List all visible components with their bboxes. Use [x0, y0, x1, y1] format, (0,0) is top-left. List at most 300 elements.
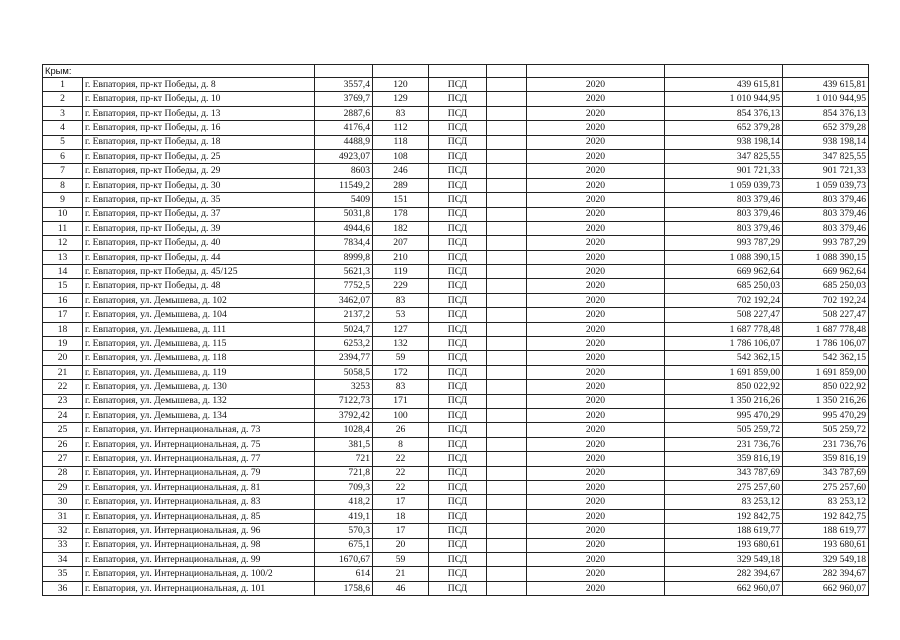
work-type-cell: ПСД [429, 581, 487, 595]
work-type-cell: ПСД [429, 423, 487, 437]
area-cell: 8603 [315, 164, 373, 178]
total-cost-cell: 343 787,69 [783, 466, 869, 480]
residents-cell: 182 [373, 221, 429, 235]
residents-cell: 83 [373, 380, 429, 394]
work-type-cell: ПСД [429, 250, 487, 264]
work-type-cell: ПСД [429, 265, 487, 279]
address-cell: г. Евпатория, пр-кт Победы, д. 10 [83, 92, 315, 106]
residents-cell: 83 [373, 106, 429, 120]
row-number: 29 [43, 480, 83, 494]
cost-cell: 343 787,69 [665, 466, 783, 480]
table-row [43, 121, 869, 135]
cost-cell: 1 059 039,73 [665, 178, 783, 192]
empty-cell [487, 221, 527, 235]
empty-cell [487, 495, 527, 509]
address-cell: г. Евпатория, пр-кт Победы, д. 48 [83, 279, 315, 293]
residents-cell: 246 [373, 164, 429, 178]
work-type-cell: ПСД [429, 524, 487, 538]
year-cell: 2020 [527, 78, 665, 92]
work-type-cell: ПСД [429, 308, 487, 322]
empty-cell [487, 380, 527, 394]
empty-cell [487, 106, 527, 120]
table-row [43, 221, 869, 235]
year-cell: 2020 [527, 538, 665, 552]
total-cost-cell: 803 379,46 [783, 207, 869, 221]
year-cell: 2020 [527, 351, 665, 365]
residents-cell: 171 [373, 394, 429, 408]
cost-cell: 359 816,19 [665, 452, 783, 466]
table-row [43, 552, 869, 566]
row-number: 16 [43, 293, 83, 307]
cost-cell: 542 362,15 [665, 351, 783, 365]
address-cell: г. Евпатория, пр-кт Победы, д. 13 [83, 106, 315, 120]
table-row [43, 106, 869, 120]
cost-cell: 938 198,14 [665, 135, 783, 149]
cost-cell: 854 376,13 [665, 106, 783, 120]
address-cell: г. Евпатория, ул. Интернациональная, д. 100/2 [83, 567, 315, 581]
table-row [43, 164, 869, 178]
row-number: 25 [43, 423, 83, 437]
total-cost-cell: 329 549,18 [783, 552, 869, 566]
residents-cell: 120 [373, 78, 429, 92]
empty-cell [487, 423, 527, 437]
area-cell: 8999,8 [315, 250, 373, 264]
table-row [43, 567, 869, 581]
work-type-cell: ПСД [429, 452, 487, 466]
year-cell: 2020 [527, 552, 665, 566]
residents-cell: 59 [373, 351, 429, 365]
table-row [43, 265, 869, 279]
area-cell: 3769,7 [315, 92, 373, 106]
row-number: 7 [43, 164, 83, 178]
total-cost-cell: 1 691 859,00 [783, 365, 869, 379]
residents-cell: 100 [373, 408, 429, 422]
empty-cell [527, 65, 665, 78]
work-type-cell: ПСД [429, 337, 487, 351]
row-number: 28 [43, 466, 83, 480]
table-row [43, 322, 869, 336]
work-type-cell: ПСД [429, 351, 487, 365]
work-type-cell: ПСД [429, 380, 487, 394]
year-cell: 2020 [527, 221, 665, 235]
empty-cell [487, 250, 527, 264]
residents-cell: 22 [373, 452, 429, 466]
cost-cell: 685 250,03 [665, 279, 783, 293]
year-cell: 2020 [527, 509, 665, 523]
area-cell: 5409 [315, 193, 373, 207]
year-cell: 2020 [527, 581, 665, 595]
residents-cell: 17 [373, 524, 429, 538]
table-row [43, 293, 869, 307]
work-type-cell: ПСД [429, 236, 487, 250]
table-row [43, 135, 869, 149]
empty-cell [487, 538, 527, 552]
row-number: 3 [43, 106, 83, 120]
total-cost-cell: 508 227,47 [783, 308, 869, 322]
table-row [43, 337, 869, 351]
row-number: 1 [43, 78, 83, 92]
cost-cell: 505 259,72 [665, 423, 783, 437]
cost-cell: 1 088 390,15 [665, 250, 783, 264]
table-row [43, 495, 869, 509]
work-type-cell: ПСД [429, 552, 487, 566]
table-row [43, 380, 869, 394]
work-type-cell: ПСД [429, 322, 487, 336]
work-type-cell: ПСД [429, 279, 487, 293]
year-cell: 2020 [527, 164, 665, 178]
empty-cell [487, 265, 527, 279]
cost-cell: 275 257,60 [665, 480, 783, 494]
cost-cell: 439 615,81 [665, 78, 783, 92]
row-number: 9 [43, 193, 83, 207]
work-type-cell: ПСД [429, 538, 487, 552]
year-cell: 2020 [527, 92, 665, 106]
total-cost-cell: 193 680,61 [783, 538, 869, 552]
residents-cell: 8 [373, 437, 429, 451]
address-cell: г. Евпатория, ул. Интернациональная, д. 85 [83, 509, 315, 523]
work-type-cell: ПСД [429, 480, 487, 494]
year-cell: 2020 [527, 265, 665, 279]
residents-cell: 132 [373, 337, 429, 351]
total-cost-cell: 83 253,12 [783, 495, 869, 509]
year-cell: 2020 [527, 308, 665, 322]
cost-cell: 1 687 778,48 [665, 322, 783, 336]
area-cell: 4488,9 [315, 135, 373, 149]
year-cell: 2020 [527, 452, 665, 466]
table-row [43, 236, 869, 250]
table-row [43, 250, 869, 264]
address-cell: г. Евпатория, ул. Интернациональная, д. 96 [83, 524, 315, 538]
year-cell: 2020 [527, 437, 665, 451]
area-cell: 3792,42 [315, 408, 373, 422]
address-cell: г. Евпатория, пр-кт Победы, д. 30 [83, 178, 315, 192]
empty-cell [487, 552, 527, 566]
total-cost-cell: 188 619,77 [783, 524, 869, 538]
total-cost-cell: 652 379,28 [783, 121, 869, 135]
area-cell: 7752,5 [315, 279, 373, 293]
cost-cell: 803 379,46 [665, 207, 783, 221]
row-number: 34 [43, 552, 83, 566]
table-row [43, 193, 869, 207]
address-cell: г. Евпатория, пр-кт Победы, д. 44 [83, 250, 315, 264]
table-row [43, 538, 869, 552]
cost-cell: 662 960,07 [665, 581, 783, 595]
row-number: 24 [43, 408, 83, 422]
cost-cell: 850 022,92 [665, 380, 783, 394]
row-number: 14 [43, 265, 83, 279]
empty-cell [487, 164, 527, 178]
work-type-cell: ПСД [429, 495, 487, 509]
area-cell: 6253,2 [315, 337, 373, 351]
address-cell: г. Евпатория, ул. Демышева, д. 104 [83, 308, 315, 322]
table-row [43, 149, 869, 163]
work-type-cell: ПСД [429, 164, 487, 178]
year-cell: 2020 [527, 178, 665, 192]
row-number: 5 [43, 135, 83, 149]
total-cost-cell: 1 088 390,15 [783, 250, 869, 264]
work-type-cell: ПСД [429, 193, 487, 207]
area-cell: 1670,67 [315, 552, 373, 566]
work-type-cell: ПСД [429, 293, 487, 307]
address-cell: г. Евпатория, ул. Интернациональная, д. 83 [83, 495, 315, 509]
empty-cell [487, 279, 527, 293]
cost-cell: 702 192,24 [665, 293, 783, 307]
work-type-cell: ПСД [429, 408, 487, 422]
region-label: Крым: [43, 65, 315, 78]
table-row [43, 509, 869, 523]
total-cost-cell: 439 615,81 [783, 78, 869, 92]
address-cell: г. Евпатория, ул. Демышева, д. 130 [83, 380, 315, 394]
row-number: 6 [43, 149, 83, 163]
address-cell: г. Евпатория, ул. Интернациональная, д. 98 [83, 538, 315, 552]
table-row [43, 365, 869, 379]
address-cell: г. Евпатория, ул. Демышева, д. 119 [83, 365, 315, 379]
address-cell: г. Евпатория, пр-кт Победы, д. 16 [83, 121, 315, 135]
table-row [43, 394, 869, 408]
residents-cell: 20 [373, 538, 429, 552]
year-cell: 2020 [527, 293, 665, 307]
residents-cell: 112 [373, 121, 429, 135]
year-cell: 2020 [527, 135, 665, 149]
total-cost-cell: 803 379,46 [783, 221, 869, 235]
residents-cell: 18 [373, 509, 429, 523]
residents-cell: 26 [373, 423, 429, 437]
table-row [43, 408, 869, 422]
address-cell: г. Евпатория, ул. Демышева, д. 118 [83, 351, 315, 365]
address-cell: г. Евпатория, ул. Демышева, д. 134 [83, 408, 315, 422]
cost-cell: 652 379,28 [665, 121, 783, 135]
cost-cell: 188 619,77 [665, 524, 783, 538]
year-cell: 2020 [527, 250, 665, 264]
cost-cell: 231 736,76 [665, 437, 783, 451]
year-cell: 2020 [527, 495, 665, 509]
work-type-cell: ПСД [429, 437, 487, 451]
work-type-cell: ПСД [429, 178, 487, 192]
cost-cell: 192 842,75 [665, 509, 783, 523]
work-type-cell: ПСД [429, 221, 487, 235]
work-type-cell: ПСД [429, 135, 487, 149]
table-row [43, 308, 869, 322]
area-cell: 5621,3 [315, 265, 373, 279]
empty-cell [487, 135, 527, 149]
area-cell: 5058,5 [315, 365, 373, 379]
work-type-cell: ПСД [429, 92, 487, 106]
row-number: 13 [43, 250, 83, 264]
row-number: 8 [43, 178, 83, 192]
cost-cell: 803 379,46 [665, 193, 783, 207]
row-number: 18 [43, 322, 83, 336]
cost-cell: 1 350 216,26 [665, 394, 783, 408]
row-number: 22 [43, 380, 83, 394]
total-cost-cell: 542 362,15 [783, 351, 869, 365]
table-row [43, 351, 869, 365]
address-cell: г. Евпатория, пр-кт Победы, д. 29 [83, 164, 315, 178]
work-type-cell: ПСД [429, 106, 487, 120]
row-number: 17 [43, 308, 83, 322]
row-number: 31 [43, 509, 83, 523]
table-row [43, 423, 869, 437]
area-cell: 614 [315, 567, 373, 581]
work-type-cell: ПСД [429, 149, 487, 163]
area-cell: 5031,8 [315, 207, 373, 221]
row-number: 30 [43, 495, 83, 509]
empty-cell [487, 394, 527, 408]
area-cell: 418,2 [315, 495, 373, 509]
area-cell: 2137,2 [315, 308, 373, 322]
year-cell: 2020 [527, 567, 665, 581]
empty-cell [487, 567, 527, 581]
year-cell: 2020 [527, 466, 665, 480]
year-cell: 2020 [527, 480, 665, 494]
residents-cell: 229 [373, 279, 429, 293]
empty-cell [487, 293, 527, 307]
row-number: 33 [43, 538, 83, 552]
year-cell: 2020 [527, 365, 665, 379]
area-cell: 675,1 [315, 538, 373, 552]
address-cell: г. Евпатория, пр-кт Победы, д. 25 [83, 149, 315, 163]
address-cell: г. Евпатория, пр-кт Победы, д. 8 [83, 78, 315, 92]
work-type-cell: ПСД [429, 78, 487, 92]
area-cell: 1758,6 [315, 581, 373, 595]
year-cell: 2020 [527, 236, 665, 250]
total-cost-cell: 282 394,67 [783, 567, 869, 581]
residents-cell: 22 [373, 480, 429, 494]
residents-cell: 21 [373, 567, 429, 581]
area-cell: 3557,4 [315, 78, 373, 92]
table-row [43, 466, 869, 480]
table-row [43, 480, 869, 494]
row-number: 21 [43, 365, 83, 379]
address-cell: г. Евпатория, пр-кт Победы, д. 37 [83, 207, 315, 221]
area-cell: 4176,4 [315, 121, 373, 135]
total-cost-cell: 993 787,29 [783, 236, 869, 250]
work-type-cell: ПСД [429, 121, 487, 135]
area-cell: 721 [315, 452, 373, 466]
address-cell: г. Евпатория, пр-кт Победы, д. 39 [83, 221, 315, 235]
address-cell: г. Евпатория, ул. Интернациональная, д. 75 [83, 437, 315, 451]
cost-cell: 83 253,12 [665, 495, 783, 509]
year-cell: 2020 [527, 207, 665, 221]
table-row [43, 78, 869, 92]
empty-cell [487, 365, 527, 379]
area-cell: 709,3 [315, 480, 373, 494]
total-cost-cell: 938 198,14 [783, 135, 869, 149]
empty-cell [429, 65, 487, 78]
year-cell: 2020 [527, 279, 665, 293]
address-cell: г. Евпатория, ул. Интернациональная, д. 99 [83, 552, 315, 566]
residents-cell: 108 [373, 149, 429, 163]
cost-cell: 669 962,64 [665, 265, 783, 279]
address-cell: г. Евпатория, ул. Демышева, д. 132 [83, 394, 315, 408]
year-cell: 2020 [527, 149, 665, 163]
total-cost-cell: 669 962,64 [783, 265, 869, 279]
empty-cell [487, 193, 527, 207]
area-cell: 381,5 [315, 437, 373, 451]
row-number: 11 [43, 221, 83, 235]
cost-cell: 508 227,47 [665, 308, 783, 322]
area-cell: 2394,77 [315, 351, 373, 365]
area-cell: 5024,7 [315, 322, 373, 336]
residents-cell: 118 [373, 135, 429, 149]
row-number: 36 [43, 581, 83, 595]
residents-cell: 83 [373, 293, 429, 307]
year-cell: 2020 [527, 423, 665, 437]
total-cost-cell: 803 379,46 [783, 193, 869, 207]
work-type-cell: ПСД [429, 207, 487, 221]
residents-cell: 127 [373, 322, 429, 336]
empty-cell [487, 308, 527, 322]
total-cost-cell: 702 192,24 [783, 293, 869, 307]
area-cell: 721,8 [315, 466, 373, 480]
residents-cell: 22 [373, 466, 429, 480]
row-number: 15 [43, 279, 83, 293]
residents-cell: 207 [373, 236, 429, 250]
cost-cell: 901 721,33 [665, 164, 783, 178]
row-number: 23 [43, 394, 83, 408]
area-cell: 419,1 [315, 509, 373, 523]
area-cell: 3462,07 [315, 293, 373, 307]
total-cost-cell: 685 250,03 [783, 279, 869, 293]
cost-cell: 803 379,46 [665, 221, 783, 235]
work-type-cell: ПСД [429, 509, 487, 523]
residents-cell: 46 [373, 581, 429, 595]
table-row [43, 279, 869, 293]
year-cell: 2020 [527, 408, 665, 422]
year-cell: 2020 [527, 121, 665, 135]
cost-cell: 282 394,67 [665, 567, 783, 581]
empty-cell [487, 480, 527, 494]
total-cost-cell: 854 376,13 [783, 106, 869, 120]
cost-cell: 995 470,29 [665, 408, 783, 422]
empty-cell [487, 408, 527, 422]
table-row [43, 178, 869, 192]
table-row [43, 92, 869, 106]
table-row [43, 524, 869, 538]
residents-cell: 178 [373, 207, 429, 221]
year-cell: 2020 [527, 106, 665, 120]
empty-cell [487, 92, 527, 106]
empty-cell [487, 351, 527, 365]
total-cost-cell: 1 350 216,26 [783, 394, 869, 408]
row-number: 35 [43, 567, 83, 581]
address-cell: г. Евпатория, ул. Демышева, д. 111 [83, 322, 315, 336]
total-cost-cell: 192 842,75 [783, 509, 869, 523]
address-cell: г. Евпатория, пр-кт Победы, д. 40 [83, 236, 315, 250]
address-cell: г. Евпатория, ул. Интернациональная, д. 79 [83, 466, 315, 480]
residents-cell: 210 [373, 250, 429, 264]
row-number: 19 [43, 337, 83, 351]
cost-cell: 1 691 859,00 [665, 365, 783, 379]
address-cell: г. Евпатория, ул. Демышева, д. 115 [83, 337, 315, 351]
year-cell: 2020 [527, 394, 665, 408]
row-number: 26 [43, 437, 83, 451]
cost-cell: 1 010 944,95 [665, 92, 783, 106]
empty-cell [487, 65, 527, 78]
total-cost-cell: 1 786 106,07 [783, 337, 869, 351]
row-number: 32 [43, 524, 83, 538]
empty-cell [373, 65, 429, 78]
residents-cell: 151 [373, 193, 429, 207]
year-cell: 2020 [527, 337, 665, 351]
row-number: 4 [43, 121, 83, 135]
empty-cell [487, 524, 527, 538]
empty-cell [487, 322, 527, 336]
area-cell: 4923,07 [315, 149, 373, 163]
row-number: 12 [43, 236, 83, 250]
cost-cell: 193 680,61 [665, 538, 783, 552]
total-cost-cell: 662 960,07 [783, 581, 869, 595]
empty-cell [487, 236, 527, 250]
